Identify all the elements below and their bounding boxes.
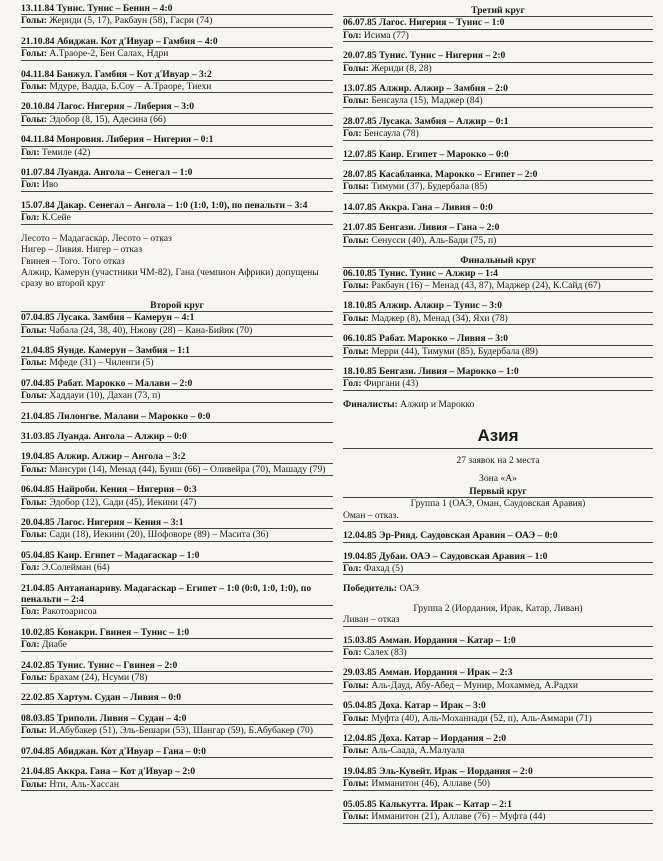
goals-scorers: Ракбаун (16) – Менад (43, 87), Маджер (24), К.Сайд (67) xyxy=(369,279,601,291)
match-header: 07.04.85 Лусака. Замбия – Камерун – 4:1 xyxy=(21,312,333,324)
goals-label: Голы: xyxy=(21,15,47,27)
match-header: 28.07.85 Лусака. Замбия – Алжир – 0:1 xyxy=(343,116,653,128)
goals-line xyxy=(21,390,333,402)
result-value: ОАЭ xyxy=(397,583,419,595)
result-value: Алжир и Марокко xyxy=(397,398,475,410)
match-entry xyxy=(21,167,333,192)
goals-label: Голы: xyxy=(343,279,369,291)
goals-label: Гол: xyxy=(21,639,40,651)
goals-label: Гол: xyxy=(343,128,362,140)
match-header: 13.07.85 Алжир. Алжир – Замбия – 2:0 xyxy=(343,83,653,95)
goals-scorers: Мерри (44), Тимуми (85), Будербала (89) xyxy=(369,345,538,357)
goals-line xyxy=(21,672,333,684)
goals-scorers: Аль-Дауд, Абу-Абед – Мунир, Мохаммед, А.Радхи xyxy=(369,679,579,691)
group-block xyxy=(343,498,653,522)
goals-label: Голы: xyxy=(21,496,47,508)
right-column xyxy=(343,3,653,832)
goals-line xyxy=(21,48,333,60)
goals-scorers: Чабала (24, 38, 40), Нжову (28) – Кана-Бийик (70) xyxy=(47,324,253,336)
match-header: 21.04.85 Яунде. Камерун – Замбия – 1:1 xyxy=(21,345,333,357)
match-header: 10.02.85 Конакри. Гвинея – Тунис – 1:0 xyxy=(21,627,333,639)
entries-note: 27 заявок на 2 места xyxy=(456,455,540,467)
goals-scorers: Э.Солейман (64) xyxy=(39,562,110,574)
goals-label: Гол: xyxy=(21,562,40,574)
match-entry xyxy=(343,700,653,725)
match-entry xyxy=(21,134,333,159)
match-entry xyxy=(21,517,333,542)
match-entry xyxy=(21,411,333,423)
goals-label: Голы: xyxy=(21,778,47,790)
match-entry xyxy=(21,484,333,509)
match-entry xyxy=(21,660,333,685)
result-line xyxy=(343,399,653,410)
goals-scorers: Эдобор (12), Сади (45), Иекини (47) xyxy=(47,496,197,508)
goals-scorers: Бенсаула (15), Маджер (84) xyxy=(369,95,483,107)
goals-scorers: Брахам (24), Нсуми (78) xyxy=(47,672,148,684)
goals-label: Голы: xyxy=(21,390,47,402)
match-entry xyxy=(21,713,333,738)
goals-line xyxy=(343,745,653,757)
match-entry xyxy=(343,766,653,791)
match-header: 28.07.85 Касабланка. Марокко – Египет – 2:0 xyxy=(343,169,653,181)
match-header: 12.04.85 Эр-Рияд. Саудовская Аравия – ОАЭ – 0:0 xyxy=(343,530,653,542)
match-entry xyxy=(343,366,653,391)
goals-scorers: Исима (77) xyxy=(361,29,409,41)
match-entry xyxy=(343,530,653,542)
match-entry xyxy=(343,733,653,758)
goals-label: Голы: xyxy=(343,811,369,823)
match-entry xyxy=(21,312,333,337)
goals-line xyxy=(343,181,653,193)
match-header: 31.03.85 Луанда. Ангола – Алжир – 0:0 xyxy=(21,431,333,443)
goals-scorers: И.Абубакер (51), Эль-Бешари (53), Шангар (59), Б.Абубакер (70) xyxy=(47,725,314,737)
goals-label: Гол: xyxy=(21,212,40,224)
goals-scorers: К.Сейе xyxy=(39,212,71,224)
goals-line xyxy=(21,464,333,476)
zone-label: Зона «А» xyxy=(479,472,517,484)
match-entry xyxy=(21,431,333,443)
goals-scorers: Сенусси (40), Аль-Бади (75, п) xyxy=(369,234,497,246)
goals-line xyxy=(343,647,653,659)
match-entry xyxy=(21,692,333,704)
goals-label: Гол: xyxy=(343,29,362,41)
goals-scorers: Мфеде (31) – Чиленги (5) xyxy=(47,357,154,369)
goals-label: Голы: xyxy=(343,62,369,74)
goals-scorers: Нти, Аль-Хассан xyxy=(47,778,119,790)
withdrawal-notes xyxy=(21,233,333,290)
goals-line xyxy=(21,357,333,369)
match-header: 06.10.85 Тунис. Тунис – Алжир – 1:4 xyxy=(343,268,653,280)
goals-line xyxy=(343,563,653,575)
goals-label: Голы: xyxy=(343,181,369,193)
goals-scorers: Хаддауи (10), Дахан (73, п) xyxy=(47,390,161,402)
match-header: 15.03.85 Амман. Иордания – Катар – 1:0 xyxy=(343,635,653,647)
round-title: Второй круг xyxy=(21,300,333,312)
match-header: 08.03.85 Триполи. Ливия – Судан – 4:0 xyxy=(21,713,333,725)
goals-line xyxy=(21,779,333,791)
match-header: 20.10.84 Лагос. Нигерия – Либерия – 3:0 xyxy=(21,101,333,113)
zone-heading: Азия xyxy=(477,426,519,446)
match-header: 05.04.85 Доха. Катар – Ирак – 3:0 xyxy=(343,700,653,712)
match-header: 20.04.85 Лагос. Нигерия – Кения – 3:1 xyxy=(21,517,333,529)
match-header: 01.07.84 Луанда. Ангола – Сенегал – 1:0 xyxy=(21,167,333,179)
result-label: Финалисты: xyxy=(343,398,398,410)
match-entry xyxy=(343,268,653,293)
goals-line xyxy=(343,778,653,790)
goals-label: Гол: xyxy=(343,563,362,574)
match-entry xyxy=(343,169,653,194)
match-header: 06.10.85 Рабат. Марокко – Ливия – 3:0 xyxy=(343,333,653,345)
goals-line xyxy=(21,497,333,509)
goals-label: Голы: xyxy=(343,745,369,757)
goals-scorers: Темиле (42) xyxy=(39,146,91,158)
goals-label: Гол: xyxy=(343,378,362,390)
goals-label: Голы: xyxy=(343,312,369,324)
goals-line xyxy=(343,713,653,725)
match-entry xyxy=(21,101,333,126)
goals-line xyxy=(21,212,333,224)
goals-scorers: Сади (18), Иекини (20), Шофоворе (89) – Масита (36) xyxy=(47,529,269,541)
match-entry xyxy=(343,202,653,214)
note-line: Нигер – Ливия. Нигер – отказ xyxy=(21,244,142,256)
match-entry xyxy=(21,746,333,758)
goals-label: Голы: xyxy=(21,672,47,684)
goals-scorers: Тимуми (37), Будербала (85) xyxy=(369,181,488,193)
match-entry xyxy=(343,667,653,692)
match-header: 07.04.85 Рабат. Марокко – Малави – 2:0 xyxy=(21,378,333,390)
match-header: 12.07.85 Каир. Египет – Марокко – 0:0 xyxy=(343,149,653,161)
match-header: 14.07.85 Аккра. Гана – Ливия – 0:0 xyxy=(343,202,653,214)
match-entry xyxy=(343,300,653,325)
goals-line xyxy=(21,529,333,541)
match-header: 04.11.84 Банжул. Гамбия – Кот д'Ивуар – 3:2 xyxy=(21,69,333,81)
goals-label: Голы: xyxy=(21,81,47,93)
goals-line xyxy=(343,680,653,692)
goals-line xyxy=(343,346,653,358)
goals-label: Голы: xyxy=(343,679,369,691)
goals-line xyxy=(21,179,333,191)
goals-scorers: Мансури (14), Менад (44), Буиш (66) – Оливейра (70), Машаду (79) xyxy=(47,463,326,475)
goals-label: Голы: xyxy=(343,95,369,107)
match-header: 19.04.85 Эль-Кувейт. Ирак – Иордания – 2:0 xyxy=(343,766,653,778)
match-entry xyxy=(343,17,653,42)
goals-label: Голы: xyxy=(21,324,47,336)
note-line: Лесото – Мадагаскар. Лесото – отказ xyxy=(21,232,172,244)
match-entry xyxy=(21,451,333,476)
match-header: 18.10.85 Бенгази. Ливия – Марокко – 1:0 xyxy=(343,366,653,378)
match-header: 04.11.84 Монровия. Либерия – Нигерия – 0:1 xyxy=(21,134,333,146)
match-header: 19.04.85 Алжир. Алжир – Ангола – 3:2 xyxy=(21,451,333,463)
match-entry xyxy=(21,345,333,370)
goals-label: Голы: xyxy=(21,357,47,369)
left-column xyxy=(21,3,333,799)
goals-line xyxy=(343,235,653,247)
match-entry xyxy=(21,36,333,61)
divider xyxy=(343,448,653,449)
match-entry xyxy=(21,583,333,619)
match-header: 24.02.85 Тунис. Тунис – Гвинея – 2:0 xyxy=(21,660,333,672)
goals-scorers: Жериди (5, 17), Ракбаун (58), Гасри (74) xyxy=(47,15,213,27)
match-entry xyxy=(343,799,653,824)
goals-scorers: А.Траоре-2, Бен Салах, Ндри xyxy=(47,48,169,60)
match-entry xyxy=(343,149,653,161)
match-header: 21.04.85 Лилонгве. Малави – Марокко – 0:0 xyxy=(21,411,333,423)
goals-label: Голы: xyxy=(343,234,369,246)
match-header: 12.04.85 Доха. Катар – Иордания – 2:0 xyxy=(343,733,653,745)
match-entry xyxy=(343,50,653,75)
match-header: 05.05.85 Калькутта. Ирак – Катар – 2:1 xyxy=(343,799,653,811)
match-header: 21.04.85 Антананариву. Мадагаскар – Египет – 1:0 (0:0, 1:0, 1:0), по пенальти – 2:4 xyxy=(21,583,333,607)
goals-line xyxy=(343,280,653,292)
match-header: 20.07.85 Тунис. Тунис – Нигерия – 2:0 xyxy=(343,50,653,62)
goals-line xyxy=(21,639,333,651)
goals-label: Голы: xyxy=(343,778,369,790)
match-entry xyxy=(343,551,653,576)
goals-label: Голы: xyxy=(21,113,47,125)
goals-line xyxy=(21,114,333,126)
goals-line xyxy=(343,95,653,107)
goals-line xyxy=(21,325,333,337)
match-header: 21.04.85 Аккра. Гана – Кот д'Ивуар – 2:0 xyxy=(21,766,333,778)
match-header: 06.07.85 Лагос. Нигерия – Тунис – 1:0 xyxy=(343,17,653,29)
goals-scorers: Эдобор (8, 15), Адесина (66) xyxy=(47,113,166,125)
note-line: Гвинея – Того. Того отказ xyxy=(21,255,125,267)
goals-scorers: Маджер (8), Менад (34), Яхи (78) xyxy=(369,312,508,324)
goals-label: Голы: xyxy=(21,725,47,737)
goals-scorers: Жериди (8, 28) xyxy=(369,62,432,74)
goals-scorers: Аль-Саада, А.Малуала xyxy=(369,745,465,757)
goals-label: Гол: xyxy=(21,179,40,191)
group-title: Группа 2 (Иордания, Ирак, Катар, Ливан) xyxy=(413,602,583,614)
match-header: 06.04.85 Найроби. Кения – Нигерия – 0:3 xyxy=(21,484,333,496)
group-title: Группа 1 (ОАЭ, Оман, Саудовская Аравия) xyxy=(410,498,586,510)
match-entry xyxy=(21,766,333,791)
goals-label: Голы: xyxy=(343,712,369,724)
result-line xyxy=(343,583,653,594)
group-note: Оман – отказ. xyxy=(343,510,653,522)
match-header: 19.04.85 Дубаи. ОАЭ – Саудовская Аравия – 1:0 xyxy=(343,551,653,563)
goals-scorers: Муфта (40), Аль-Моханнади (52, п), Аль-Аммари (71) xyxy=(369,712,592,724)
goals-scorers: Диабе xyxy=(39,639,67,651)
goals-label: Голы: xyxy=(343,345,369,357)
match-entry xyxy=(343,116,653,141)
round-title: Первый круг xyxy=(343,486,653,498)
goals-line xyxy=(21,725,333,737)
goals-scorers: Ракотоарисоа xyxy=(39,606,97,618)
match-header: 07.04.85 Абиджан. Кот д'Ивуар – Гана – 0:0 xyxy=(21,746,333,758)
round-title: Финальный круг xyxy=(343,255,653,267)
goals-scorers: Фахад (5) xyxy=(361,563,404,574)
match-header: 18.10.85 Алжир. Алжир – Тунис – 3:0 xyxy=(343,300,653,312)
match-header: 15.07.84 Дакар. Сенегал – Ангола – 1:0 (1:0, 1:0), по пенальти – 3:4 xyxy=(21,200,333,212)
match-entry xyxy=(21,550,333,575)
match-entry xyxy=(21,627,333,652)
note-line: Алжир, Камерун (участники ЧМ-82), Гана (чемпион Африки) допущены сразу во второй круг xyxy=(21,266,319,290)
goals-scorers: Имманитон (46), Аллаве (50) xyxy=(369,778,490,790)
goals-scorers: Иво xyxy=(39,179,59,191)
goals-line xyxy=(21,562,333,574)
goals-scorers: Салех (83) xyxy=(361,647,407,659)
match-header: 21.07.85 Бенгази. Ливия – Гана – 2:0 xyxy=(343,222,653,234)
match-entry xyxy=(343,635,653,660)
match-entry xyxy=(21,200,333,225)
match-entry xyxy=(343,333,653,358)
goals-line xyxy=(343,811,653,823)
match-header: 22.02.85 Хартум. Судан – Ливия – 0:0 xyxy=(21,692,333,704)
goals-label: Гол: xyxy=(21,146,40,158)
match-entry xyxy=(343,222,653,247)
goals-label: Голы: xyxy=(21,529,47,541)
goals-label: Голы: xyxy=(21,48,47,60)
goals-line xyxy=(343,63,653,75)
goals-scorers: Мдуре, Вадда, Б.Соу – А.Траоре, Тиехи xyxy=(47,81,212,93)
goals-line xyxy=(343,378,653,390)
round-title: Третий круг xyxy=(343,5,653,17)
goals-scorers: Бенсаула (78) xyxy=(361,128,419,140)
result-label: Победитель: xyxy=(343,583,398,595)
goals-scorers: Имманитон (21), Аллаве (76) – Муфта (44) xyxy=(369,811,546,823)
group-block xyxy=(343,603,653,627)
match-header: 29.03.85 Амман. Иордания – Ирак – 2:3 xyxy=(343,667,653,679)
group-note: Ливан – отказ xyxy=(343,614,653,626)
goals-line xyxy=(21,606,333,618)
match-entry xyxy=(21,3,333,28)
goals-line xyxy=(343,30,653,42)
goals-label: Гол: xyxy=(21,606,40,618)
match-header: 05.04.85 Каир. Египет – Мадагаскар – 1:0 xyxy=(21,550,333,562)
goals-label: Голы: xyxy=(21,463,47,475)
match-entry xyxy=(21,378,333,403)
goals-line xyxy=(21,147,333,159)
match-entry xyxy=(343,83,653,108)
match-entry xyxy=(21,69,333,94)
goals-scorers: Фиргани (43) xyxy=(361,378,419,390)
goals-line xyxy=(21,81,333,93)
goals-line xyxy=(343,128,653,140)
goals-line xyxy=(21,15,333,27)
match-header: 21.10.84 Абиджан. Кот д'Ивуар – Гамбия – 4:0 xyxy=(21,36,333,48)
goals-label: Гол: xyxy=(343,647,362,659)
goals-line xyxy=(343,313,653,325)
match-header: 13.11.84 Тунис. Тунис – Бенин – 4:0 xyxy=(21,3,333,15)
